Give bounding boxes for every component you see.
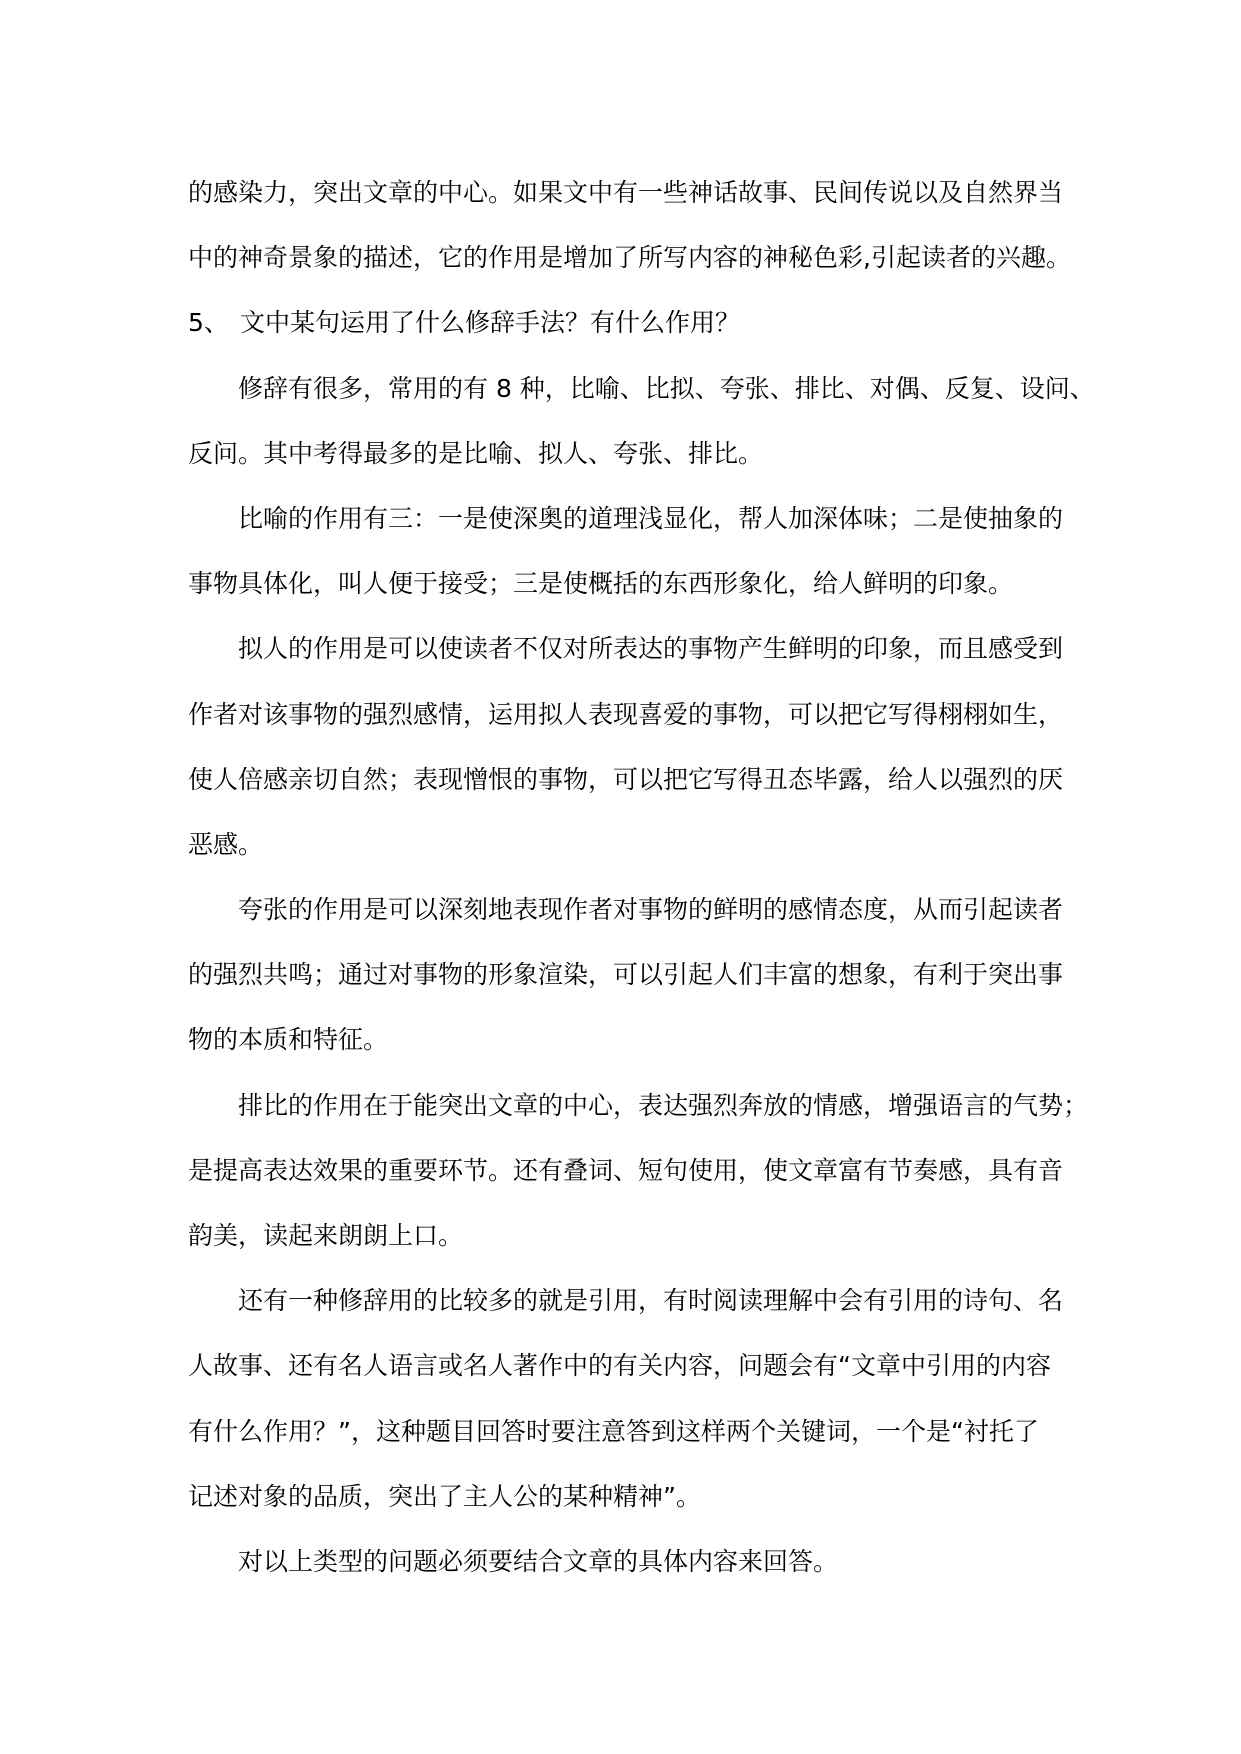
text-line xyxy=(188,1399,1058,1464)
text-line xyxy=(188,616,1064,681)
text-line xyxy=(188,747,1064,812)
line-text: 作者对该事物的强烈感情，运用拟人表现喜爱的事物，可以把它写得栩栩如生， xyxy=(188,699,1064,729)
line-text: 有什么作用？”，这种题目回答时要注意答到这样两个关键词，一个是“衬托了 xyxy=(188,1416,1039,1446)
text-line xyxy=(188,356,1095,421)
line-text: 物的本质和特征。 xyxy=(188,1025,389,1055)
line-text: 修辞有很多，常用的有 8 种，比喻、比拟、夸张、排比、对偶、反复、设问、 xyxy=(238,373,1095,403)
text-line xyxy=(188,1007,1058,1072)
line-text: 记述对象的品质，突出了主人公的某种精神”。 xyxy=(188,1481,701,1511)
text-line xyxy=(188,1333,1058,1398)
text-line xyxy=(188,1203,1058,1268)
text-line xyxy=(188,486,1064,551)
text-line xyxy=(188,1529,1058,1594)
question-number: 5、 xyxy=(188,308,229,338)
body-text xyxy=(188,160,1095,1594)
text-line xyxy=(188,682,1064,747)
line-text: 的强烈共鸣；通过对事物的形象渲染，可以引起人们丰富的想象，有利于突出事 xyxy=(188,960,1064,990)
line-text: 人故事、还有名人语言或名人著作中的有关内容，问题会有“文章中引用的内容 xyxy=(188,1351,1051,1381)
line-text: 中的神奇景象的描述，它的作用是增加了所写内容的神秘色彩,引起读者的兴趣。 xyxy=(188,243,1071,273)
line-text: 拟人的作用是可以使读者不仅对所表达的事物产生鲜明的印象，而且感受到 xyxy=(238,634,1064,664)
text-line xyxy=(188,1073,1089,1138)
line-text: 事物具体化，叫人便于接受；三是使概括的东西形象化，给人鲜明的印象。 xyxy=(188,569,1014,599)
text-line xyxy=(188,942,1064,1007)
line-text: 比喻的作用有三：一是使深奥的道理浅显化，帮人加深体味；二是使抽象的 xyxy=(238,503,1064,533)
line-text: 的感染力，突出文章的中心。如果文中有一些神话故事、民间传说以及自然界当 xyxy=(188,178,1064,207)
text-line xyxy=(188,877,1064,942)
line-text: 还有一种修辞用的比较多的就是引用，有时阅读理解中会有引用的诗句、名 xyxy=(238,1286,1064,1316)
text-line xyxy=(188,1138,1064,1203)
text-line xyxy=(188,1464,1058,1529)
line-text: 反问。其中考得最多的是比喻、拟人、夸张、排比。 xyxy=(188,438,764,468)
line-text: 排比的作用在于能突出文章的中心，表达强烈奔放的情感，增强语言的气势； xyxy=(238,1090,1089,1120)
text-line xyxy=(188,812,1058,877)
line-text: 韵美，读起来朗朗上口。 xyxy=(188,1221,464,1250)
line-text: 文中某句运用了什么修辞手法？有什么作用？ xyxy=(240,308,741,338)
text-line xyxy=(188,421,1058,486)
line-text: 是提高表达效果的重要环节。还有叠词、短句使用，使文章富有节奏感，具有音 xyxy=(188,1155,1064,1185)
line-text: 使人倍感亲切自然；表现憎恨的事物，可以把它写得丑态毕露，给人以强烈的厌 xyxy=(188,764,1064,794)
text-line xyxy=(188,290,1058,355)
line-text: 恶感。 xyxy=(188,829,264,859)
text-line xyxy=(188,551,1058,616)
text-line xyxy=(188,1268,1064,1333)
line-text: 夸张的作用是可以深刻地表现作者对事物的鲜明的感情态度，从而引起读者 xyxy=(238,895,1064,925)
text-line xyxy=(188,160,1064,225)
text-line xyxy=(188,225,1071,290)
line-text: 对以上类型的问题必须要结合文章的具体内容来回答。 xyxy=(238,1546,839,1576)
